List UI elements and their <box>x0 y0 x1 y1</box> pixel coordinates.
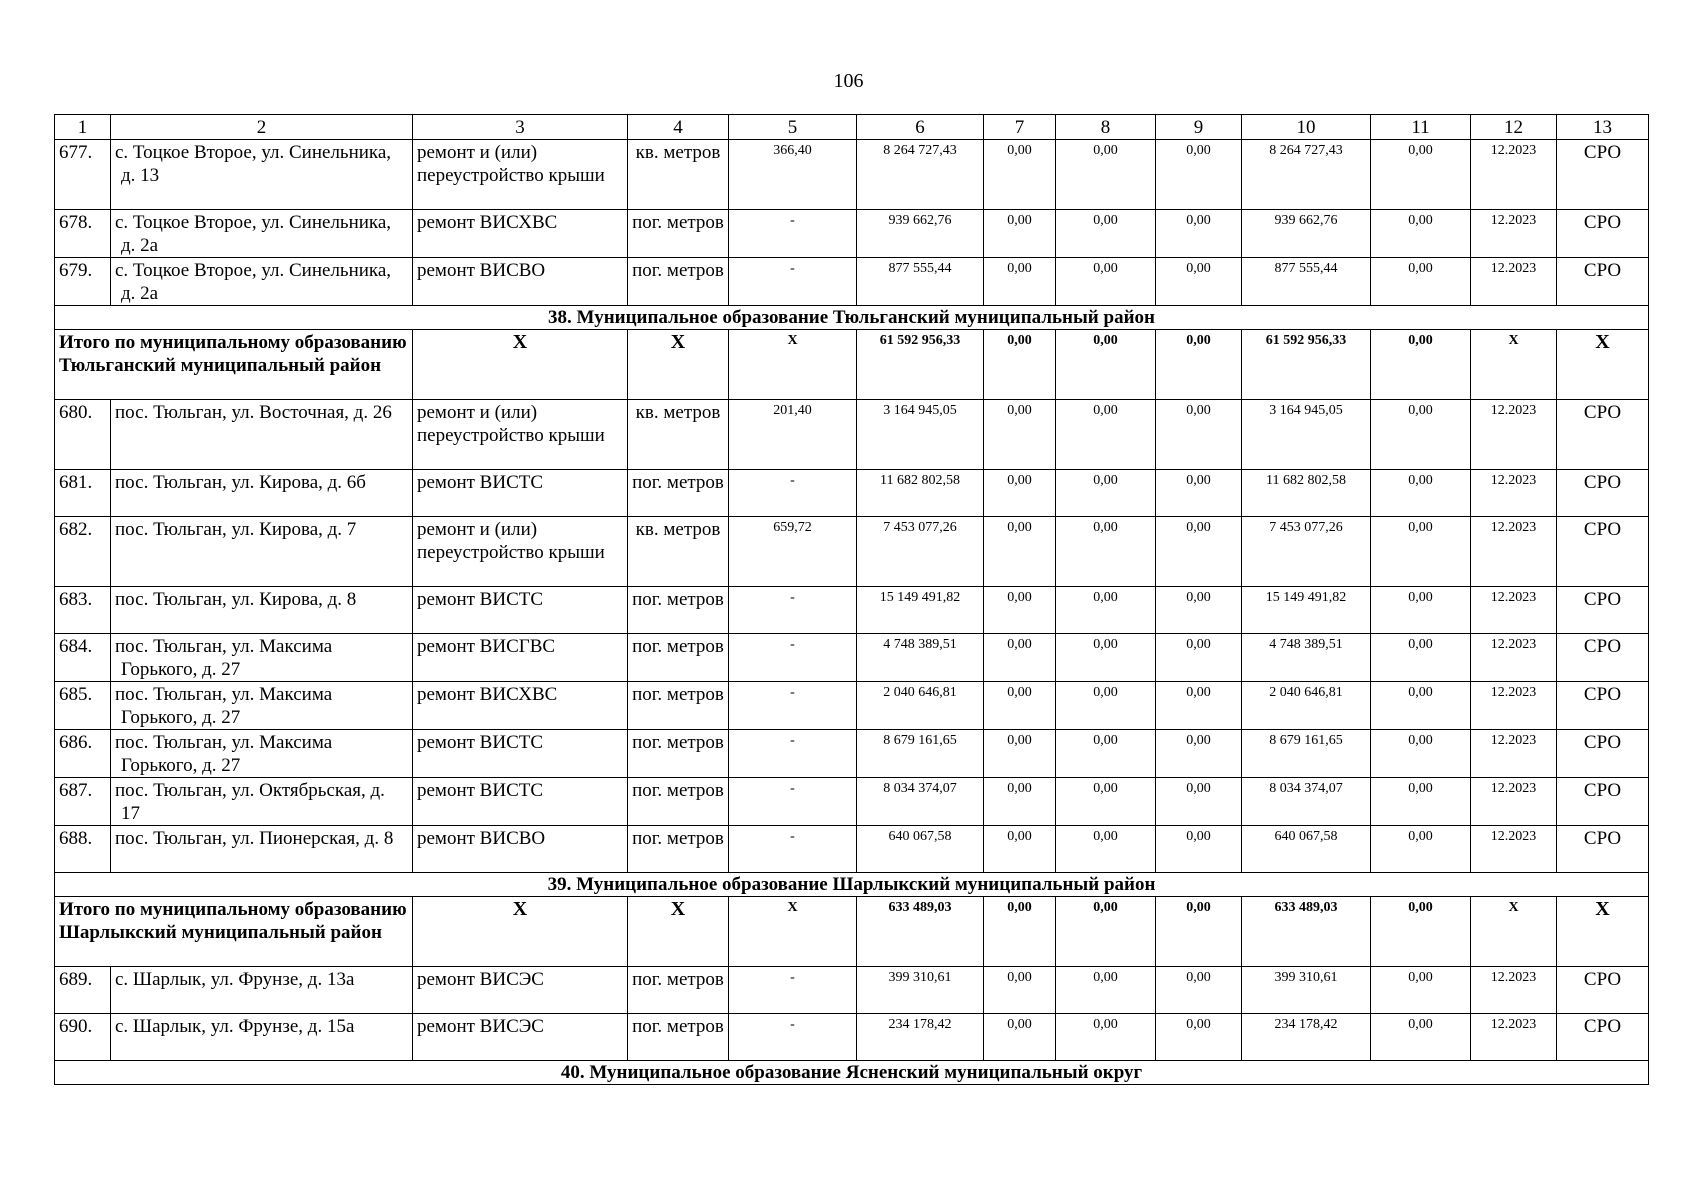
row-value-cell: 0,00 <box>1056 634 1156 682</box>
total-contractor-cell: X <box>1557 330 1649 400</box>
row-address: с. Шарлык, ул. Фрунзе, д. 15а <box>111 1014 413 1061</box>
row-value-cell: 12.2023 <box>1471 517 1557 587</box>
row-value-cell: 0,00 <box>1371 210 1471 258</box>
column-header: 3 <box>413 115 628 140</box>
row-address: с. Тоцкое Второе, ул. Синельника, д. 13 <box>111 140 413 210</box>
row-contractor: СРО <box>1557 587 1649 634</box>
total-value-cell: 0,00 <box>1371 897 1471 967</box>
row-value-cell: 7 453 077,26 <box>1242 517 1371 587</box>
row-value-cell: 12.2023 <box>1471 258 1557 306</box>
row-contractor: СРО <box>1557 967 1649 1014</box>
table-row <box>55 210 1649 258</box>
total-value-cell: 0,00 <box>1056 330 1156 400</box>
row-value-cell: 12.2023 <box>1471 682 1557 730</box>
row-value-cell: 0,00 <box>984 967 1056 1014</box>
row-contractor: СРО <box>1557 826 1649 873</box>
row-value-cell: 0,00 <box>1056 730 1156 778</box>
section-title: 38. Муниципальное образование Тюльганский муниципальный район <box>55 306 1649 330</box>
row-value-cell: 0,00 <box>1156 634 1242 682</box>
row-value-cell: 0,00 <box>1371 634 1471 682</box>
row-value-cell: 12.2023 <box>1471 587 1557 634</box>
total-value-cell: X <box>1471 897 1557 967</box>
row-number: 682. <box>55 517 111 587</box>
row-work-type: ремонт ВИСЭС <box>413 1014 628 1061</box>
capital-repair-table <box>54 114 1649 1085</box>
row-value-cell: 0,00 <box>1371 826 1471 873</box>
row-unit: пог. метров <box>628 258 729 306</box>
row-value-cell: 0,00 <box>1056 778 1156 826</box>
row-value-cell: 0,00 <box>1056 967 1156 1014</box>
row-work-type: ремонт ВИСГВС <box>413 634 628 682</box>
table-row <box>55 400 1649 470</box>
row-value-cell: 0,00 <box>1156 140 1242 210</box>
row-unit: пог. метров <box>628 210 729 258</box>
total-value-cell: X <box>729 330 857 400</box>
row-contractor: СРО <box>1557 210 1649 258</box>
row-value-cell: 0,00 <box>1156 210 1242 258</box>
row-work-type: ремонт ВИСВО <box>413 258 628 306</box>
total-value-cell: 0,00 <box>1156 330 1242 400</box>
row-value-cell: 0,00 <box>984 730 1056 778</box>
row-number: 690. <box>55 1014 111 1061</box>
row-value-cell: 12.2023 <box>1471 730 1557 778</box>
row-unit: кв. метров <box>628 517 729 587</box>
table-row <box>55 517 1649 587</box>
row-value-cell: 15 149 491,82 <box>857 587 984 634</box>
row-value-cell: 0,00 <box>984 826 1056 873</box>
row-contractor: СРО <box>1557 634 1649 682</box>
row-value-cell: 0,00 <box>1371 517 1471 587</box>
row-number: 683. <box>55 587 111 634</box>
row-unit: пог. метров <box>628 967 729 1014</box>
row-number: 677. <box>55 140 111 210</box>
row-value-cell: 939 662,76 <box>857 210 984 258</box>
table-row <box>55 967 1649 1014</box>
row-value-cell: 0,00 <box>984 1014 1056 1061</box>
row-value-cell: 0,00 <box>1156 730 1242 778</box>
row-value-cell: 0,00 <box>1156 470 1242 517</box>
total-value-cell: 61 592 956,33 <box>1242 330 1371 400</box>
row-value-cell: 8 034 374,07 <box>1242 778 1371 826</box>
row-value-cell: 399 310,61 <box>1242 967 1371 1014</box>
row-unit: пог. метров <box>628 634 729 682</box>
row-value-cell: 0,00 <box>984 778 1056 826</box>
row-value-cell: 0,00 <box>1371 258 1471 306</box>
row-value-cell: 399 310,61 <box>857 967 984 1014</box>
row-value-cell: 7 453 077,26 <box>857 517 984 587</box>
row-quantity: - <box>729 210 857 258</box>
row-value-cell: 0,00 <box>984 258 1056 306</box>
row-value-cell: 234 178,42 <box>1242 1014 1371 1061</box>
table-row <box>55 470 1649 517</box>
row-number: 685. <box>55 682 111 730</box>
row-unit: пог. метров <box>628 587 729 634</box>
row-value-cell: 0,00 <box>984 682 1056 730</box>
row-address: пос. Тюльган, ул. Максима Горького, д. 27 <box>111 730 413 778</box>
row-work-type: ремонт ВИСТС <box>413 470 628 517</box>
section-title: 40. Муниципальное образование Ясненский муниципальный округ <box>55 1061 1649 1085</box>
row-value-cell: 12.2023 <box>1471 400 1557 470</box>
row-contractor: СРО <box>1557 258 1649 306</box>
row-unit: пог. метров <box>628 682 729 730</box>
row-quantity: - <box>729 682 857 730</box>
row-address: с. Тоцкое Второе, ул. Синельника, д. 2а <box>111 210 413 258</box>
row-value-cell: 0,00 <box>1056 587 1156 634</box>
section-title: 39. Муниципальное образование Шарлыкский муниципальный район <box>55 873 1649 897</box>
row-contractor: СРО <box>1557 470 1649 517</box>
total-value-cell: 0,00 <box>1371 330 1471 400</box>
total-unit-cell: X <box>628 897 729 967</box>
row-address: пос. Тюльган, ул. Восточная, д. 26 <box>111 400 413 470</box>
row-value-cell: 877 555,44 <box>857 258 984 306</box>
column-header: 8 <box>1056 115 1156 140</box>
row-address: с. Шарлык, ул. Фрунзе, д. 13а <box>111 967 413 1014</box>
row-quantity: - <box>729 1014 857 1061</box>
column-number-header-row <box>55 115 1649 140</box>
total-unit-cell: X <box>628 330 729 400</box>
row-value-cell: 0,00 <box>1371 730 1471 778</box>
row-address: пос. Тюльган, ул. Пионерская, д. 8 <box>111 826 413 873</box>
row-value-cell: 11 682 802,58 <box>857 470 984 517</box>
row-quantity: - <box>729 258 857 306</box>
row-value-cell: 0,00 <box>984 470 1056 517</box>
row-quantity: - <box>729 730 857 778</box>
section-header-row <box>55 1061 1649 1085</box>
row-value-cell: 640 067,58 <box>1242 826 1371 873</box>
row-value-cell: 0,00 <box>1371 140 1471 210</box>
row-value-cell: 0,00 <box>984 634 1056 682</box>
total-work-cell: X <box>413 330 628 400</box>
row-number: 687. <box>55 778 111 826</box>
row-value-cell: 0,00 <box>1056 682 1156 730</box>
row-address: пос. Тюльган, ул. Максима Горького, д. 27 <box>111 682 413 730</box>
row-value-cell: 3 164 945,05 <box>1242 400 1371 470</box>
row-value-cell: 12.2023 <box>1471 778 1557 826</box>
row-value-cell: 0,00 <box>984 140 1056 210</box>
column-header: 4 <box>628 115 729 140</box>
column-header: 6 <box>857 115 984 140</box>
column-header: 7 <box>984 115 1056 140</box>
row-quantity: 366,40 <box>729 140 857 210</box>
row-unit: кв. метров <box>628 140 729 210</box>
row-value-cell: 15 149 491,82 <box>1242 587 1371 634</box>
row-quantity: - <box>729 778 857 826</box>
row-address: пос. Тюльган, ул. Максима Горького, д. 27 <box>111 634 413 682</box>
table-row <box>55 140 1649 210</box>
row-value-cell: 0,00 <box>1056 517 1156 587</box>
row-value-cell: 0,00 <box>1371 587 1471 634</box>
column-header: 1 <box>55 115 111 140</box>
row-address: пос. Тюльган, ул. Кирова, д. 6б <box>111 470 413 517</box>
row-value-cell: 0,00 <box>984 517 1056 587</box>
row-contractor: СРО <box>1557 400 1649 470</box>
row-work-type: ремонт ВИСХВС <box>413 682 628 730</box>
row-contractor: СРО <box>1557 682 1649 730</box>
row-value-cell: 0,00 <box>1371 400 1471 470</box>
row-value-cell: 0,00 <box>1056 1014 1156 1061</box>
total-contractor-cell: X <box>1557 897 1649 967</box>
row-value-cell: 12.2023 <box>1471 210 1557 258</box>
table-row <box>55 587 1649 634</box>
total-work-cell: X <box>413 897 628 967</box>
row-value-cell: 939 662,76 <box>1242 210 1371 258</box>
row-contractor: СРО <box>1557 517 1649 587</box>
row-value-cell: 0,00 <box>1056 258 1156 306</box>
row-value-cell: 234 178,42 <box>857 1014 984 1061</box>
total-value-cell: 0,00 <box>984 897 1056 967</box>
row-unit: пог. метров <box>628 730 729 778</box>
row-contractor: СРО <box>1557 778 1649 826</box>
row-value-cell: 0,00 <box>1156 517 1242 587</box>
total-label: Итого по муниципальному образованию Тюльганский муниципальный район <box>55 330 413 400</box>
row-contractor: СРО <box>1557 140 1649 210</box>
row-value-cell: 0,00 <box>1156 258 1242 306</box>
row-work-type: ремонт ВИСХВС <box>413 210 628 258</box>
row-number: 686. <box>55 730 111 778</box>
row-value-cell: 2 040 646,81 <box>1242 682 1371 730</box>
table-row <box>55 682 1649 730</box>
row-number: 689. <box>55 967 111 1014</box>
row-work-type: ремонт ВИСВО <box>413 826 628 873</box>
row-value-cell: 0,00 <box>1371 778 1471 826</box>
column-header: 12 <box>1471 115 1557 140</box>
table-row <box>55 826 1649 873</box>
row-number: 678. <box>55 210 111 258</box>
total-value-cell: X <box>729 897 857 967</box>
total-value-cell: 633 489,03 <box>857 897 984 967</box>
row-work-type: ремонт ВИСТС <box>413 730 628 778</box>
column-header: 9 <box>1156 115 1242 140</box>
row-number: 688. <box>55 826 111 873</box>
row-quantity: - <box>729 634 857 682</box>
row-value-cell: 0,00 <box>1056 400 1156 470</box>
row-address: пос. Тюльган, ул. Октябрьская, д. 17 <box>111 778 413 826</box>
row-value-cell: 12.2023 <box>1471 140 1557 210</box>
row-value-cell: 0,00 <box>1156 778 1242 826</box>
row-value-cell: 0,00 <box>1156 400 1242 470</box>
row-value-cell: 12.2023 <box>1471 1014 1557 1061</box>
column-header: 10 <box>1242 115 1371 140</box>
row-quantity: 659,72 <box>729 517 857 587</box>
row-value-cell: 12.2023 <box>1471 470 1557 517</box>
row-value-cell: 0,00 <box>1056 826 1156 873</box>
row-address: пос. Тюльган, ул. Кирова, д. 8 <box>111 587 413 634</box>
row-unit: пог. метров <box>628 778 729 826</box>
row-value-cell: 8 679 161,65 <box>1242 730 1371 778</box>
row-value-cell: 0,00 <box>1056 470 1156 517</box>
row-number: 684. <box>55 634 111 682</box>
table-row <box>55 1014 1649 1061</box>
row-quantity: 201,40 <box>729 400 857 470</box>
row-value-cell: 0,00 <box>984 210 1056 258</box>
row-value-cell: 0,00 <box>1156 682 1242 730</box>
row-value-cell: 0,00 <box>1156 587 1242 634</box>
column-header: 2 <box>111 115 413 140</box>
row-value-cell: 0,00 <box>1156 826 1242 873</box>
row-number: 681. <box>55 470 111 517</box>
row-value-cell: 0,00 <box>1371 1014 1471 1061</box>
row-value-cell: 0,00 <box>1371 967 1471 1014</box>
row-value-cell: 0,00 <box>1371 470 1471 517</box>
total-row <box>55 330 1649 400</box>
row-work-type: ремонт ВИСТС <box>413 587 628 634</box>
column-header: 13 <box>1557 115 1649 140</box>
total-value-cell: 0,00 <box>1056 897 1156 967</box>
column-header: 5 <box>729 115 857 140</box>
row-value-cell: 2 040 646,81 <box>857 682 984 730</box>
row-address: с. Тоцкое Второе, ул. Синельника, д. 2а <box>111 258 413 306</box>
row-value-cell: 8 679 161,65 <box>857 730 984 778</box>
row-value-cell: 0,00 <box>984 400 1056 470</box>
row-unit: пог. метров <box>628 826 729 873</box>
total-row <box>55 897 1649 967</box>
row-value-cell: 0,00 <box>1156 967 1242 1014</box>
section-header-row <box>55 873 1649 897</box>
table-row <box>55 258 1649 306</box>
table-row <box>55 730 1649 778</box>
row-value-cell: 0,00 <box>1056 210 1156 258</box>
row-address: пос. Тюльган, ул. Кирова, д. 7 <box>111 517 413 587</box>
row-unit: кв. метров <box>628 400 729 470</box>
section-header-row <box>55 306 1649 330</box>
row-quantity: - <box>729 826 857 873</box>
row-value-cell: 4 748 389,51 <box>1242 634 1371 682</box>
table-row <box>55 634 1649 682</box>
row-unit: пог. метров <box>628 1014 729 1061</box>
row-contractor: СРО <box>1557 730 1649 778</box>
row-value-cell: 8 264 727,43 <box>1242 140 1371 210</box>
row-contractor: СРО <box>1557 1014 1649 1061</box>
row-value-cell: 0,00 <box>1371 682 1471 730</box>
total-value-cell: 61 592 956,33 <box>857 330 984 400</box>
total-value-cell: 0,00 <box>1156 897 1242 967</box>
row-quantity: - <box>729 587 857 634</box>
row-value-cell: 0,00 <box>1056 140 1156 210</box>
row-quantity: - <box>729 967 857 1014</box>
total-value-cell: 0,00 <box>984 330 1056 400</box>
table-row <box>55 778 1649 826</box>
page-number: 106 <box>833 70 864 92</box>
row-work-type: ремонт и (или) переустройство крыши <box>413 517 628 587</box>
row-work-type: ремонт и (или) переустройство крыши <box>413 140 628 210</box>
row-quantity: - <box>729 470 857 517</box>
total-value-cell: X <box>1471 330 1557 400</box>
row-work-type: ремонт и (или) переустройство крыши <box>413 400 628 470</box>
total-label: Итого по муниципальному образованию Шарлыкский муниципальный район <box>55 897 413 967</box>
row-number: 680. <box>55 400 111 470</box>
row-value-cell: 3 164 945,05 <box>857 400 984 470</box>
row-value-cell: 0,00 <box>1156 1014 1242 1061</box>
row-value-cell: 877 555,44 <box>1242 258 1371 306</box>
row-value-cell: 4 748 389,51 <box>857 634 984 682</box>
row-value-cell: 12.2023 <box>1471 634 1557 682</box>
row-value-cell: 8 264 727,43 <box>857 140 984 210</box>
row-work-type: ремонт ВИСТС <box>413 778 628 826</box>
row-value-cell: 11 682 802,58 <box>1242 470 1371 517</box>
row-value-cell: 640 067,58 <box>857 826 984 873</box>
row-value-cell: 0,00 <box>984 587 1056 634</box>
row-value-cell: 12.2023 <box>1471 826 1557 873</box>
row-number: 679. <box>55 258 111 306</box>
row-unit: пог. метров <box>628 470 729 517</box>
total-value-cell: 633 489,03 <box>1242 897 1371 967</box>
column-header: 11 <box>1371 115 1471 140</box>
row-value-cell: 12.2023 <box>1471 967 1557 1014</box>
row-value-cell: 8 034 374,07 <box>857 778 984 826</box>
row-work-type: ремонт ВИСЭС <box>413 967 628 1014</box>
